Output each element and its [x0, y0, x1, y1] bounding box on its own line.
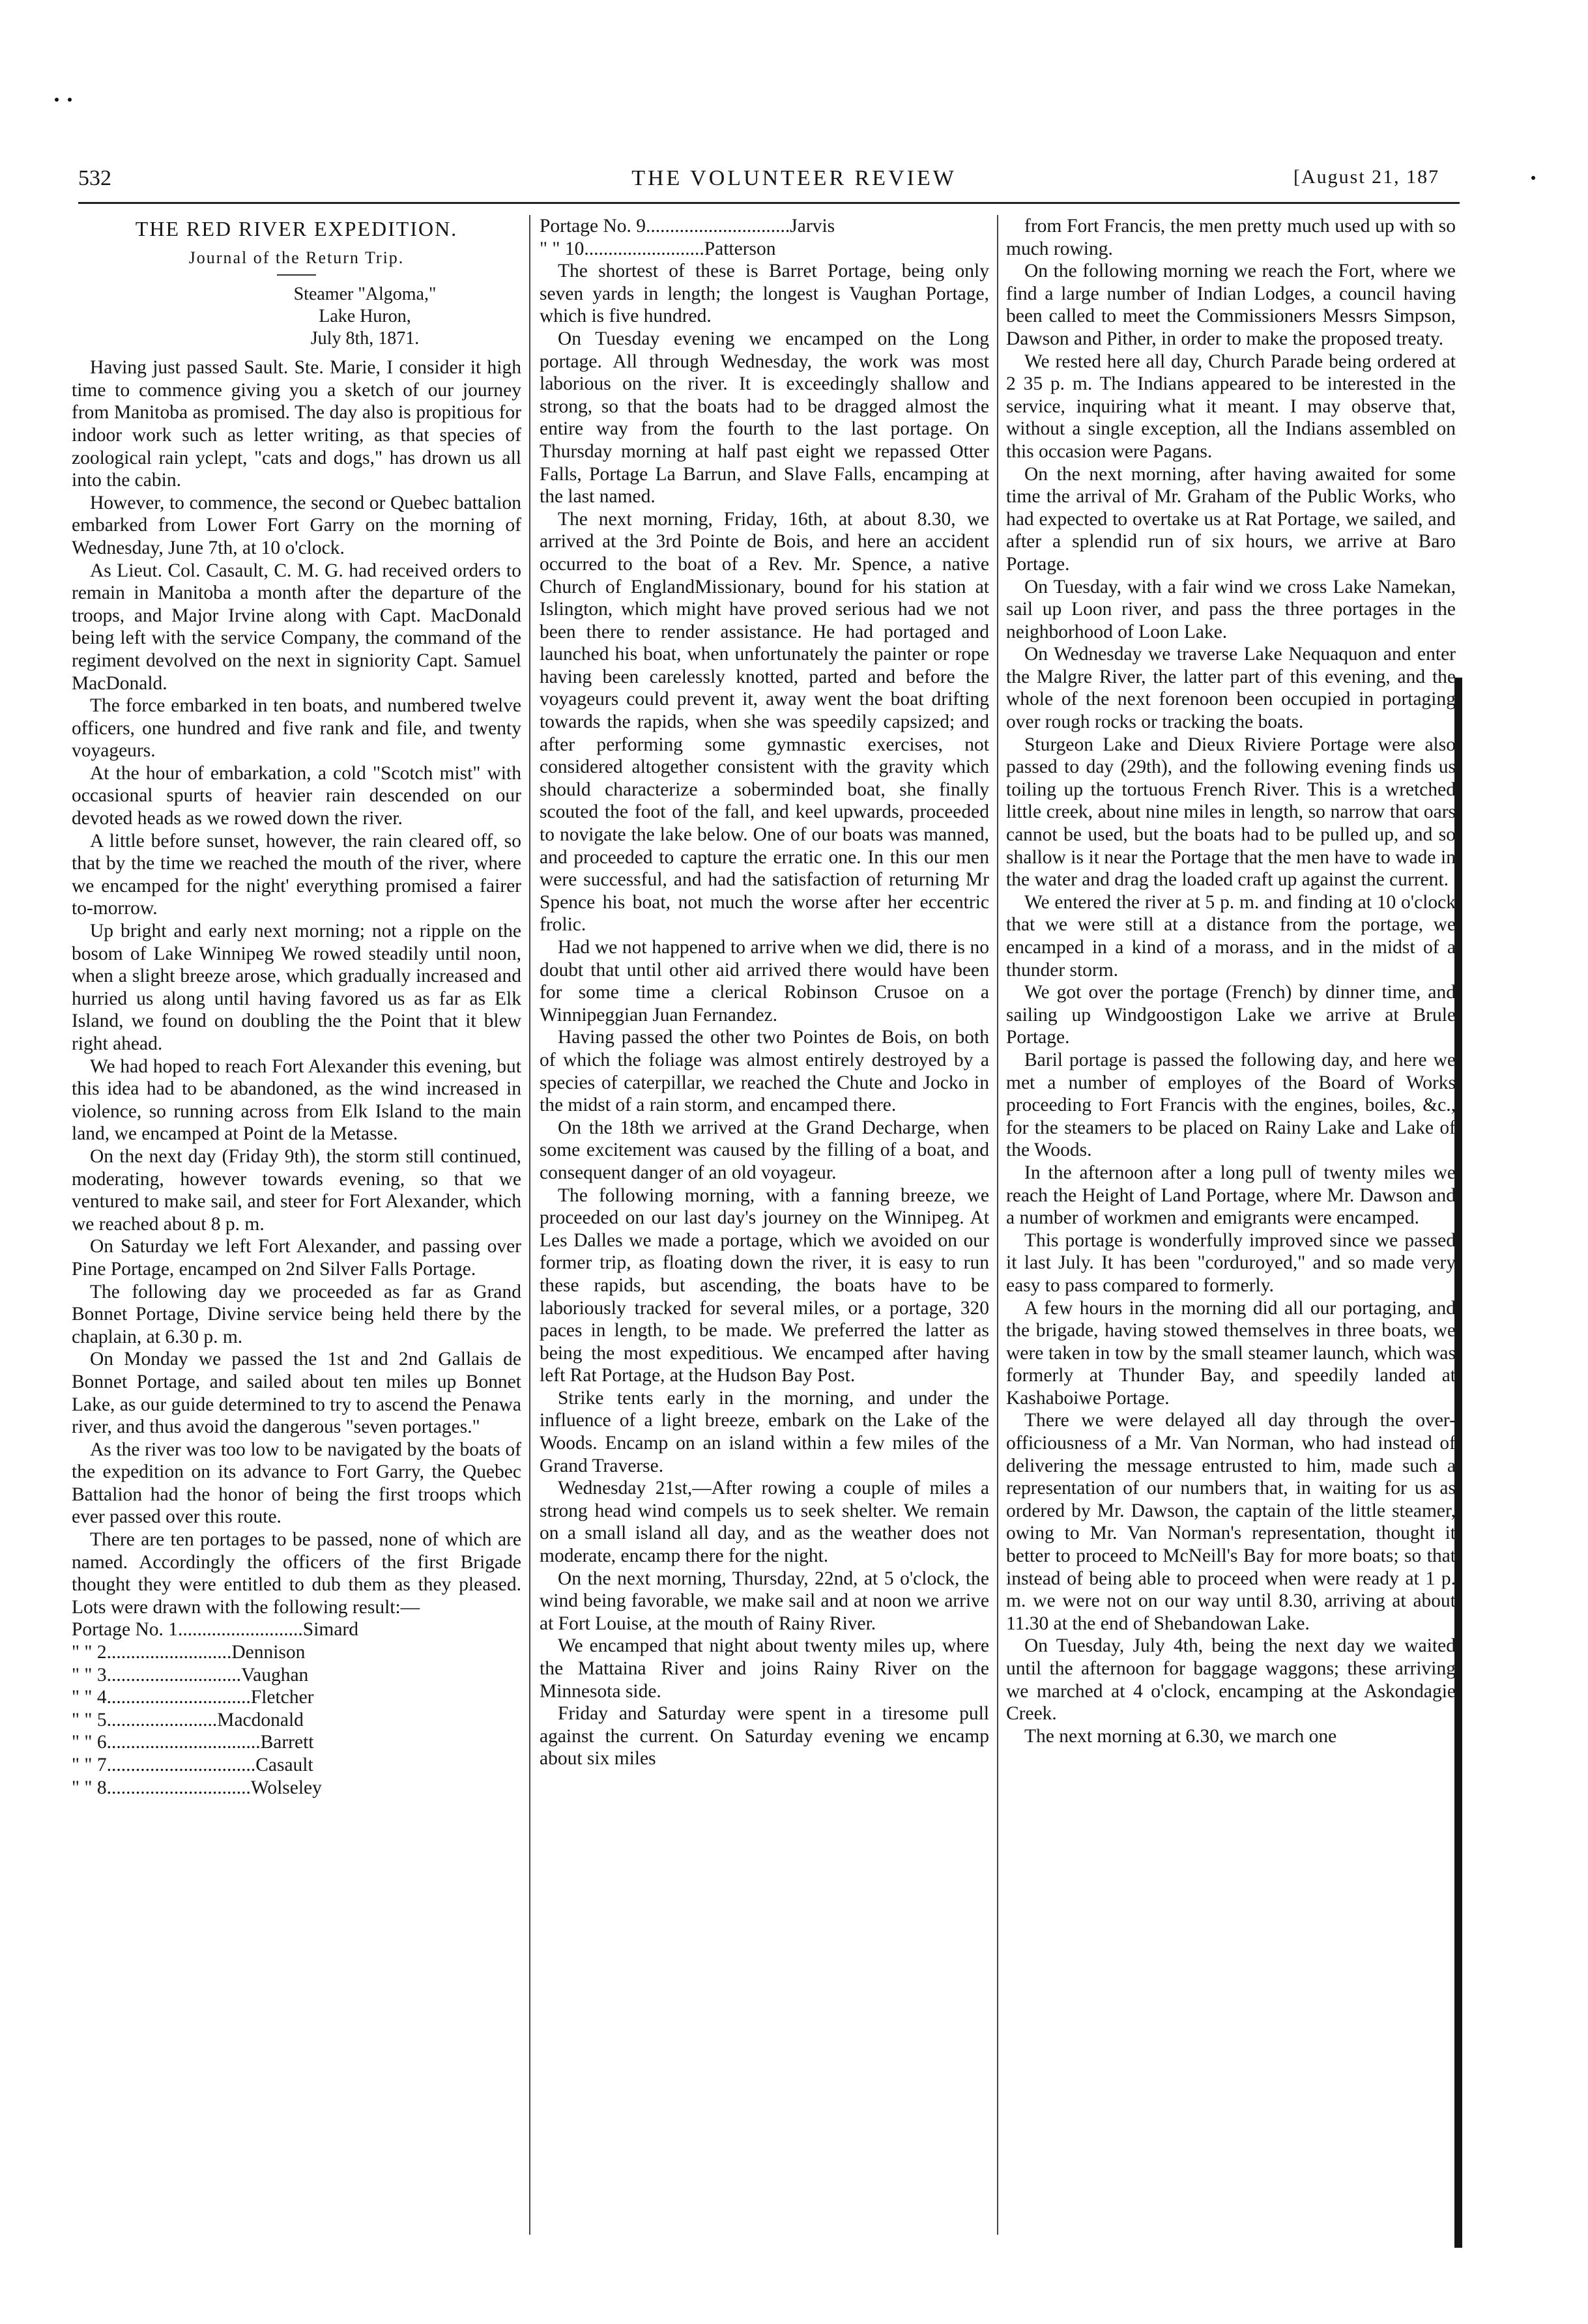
portage-lot-entry: " " 2..........................Dennison: [72, 1642, 306, 1663]
paragraph: We had hoped to reach Fort Alexander this evening, but this idea had to be abandoned, as the wind increased in violence, so running across from Elk Island to the main land, we encamped at Point de la Metasse.: [72, 1055, 521, 1145]
issue-date: [August 21, 187: [1293, 166, 1440, 188]
running-title: THE VOLUNTEER REVIEW: [631, 166, 957, 190]
header-rule: [78, 202, 1460, 204]
article-subtitle: Journal of the Return Trip.: [188, 248, 405, 267]
paragraph: The next morning at 6.30, we march one: [1024, 1725, 1337, 1747]
paragraph: Baril portage is passed the following day, and here we met a number of employes of the Board of Works proceeding to Fort Francis with the engines, boiles, &c., for the steamers to be placed on Rainy Lake and Lake of the Woods.: [1006, 1049, 1456, 1161]
portage-lot-entry: Portage No. 9..............................Jarvis: [540, 216, 835, 237]
paragraph: On Tuesday evening we encamped on the Long portage. All through Wednesday, the work was most laborious on the river. It is exceedingly shallow and strong, so that the boats had to be dragged almost the entire way from the fourth to the last portage. On Thursday morning at half past eight we repassed Otter Falls, Portage La Barrun, and Slave Falls, encamping at the last named.: [540, 328, 989, 508]
page-header: [0, 166, 1588, 205]
paragraph: Strike tents early in the morning, and under the influence of a light breeze, embark on the Lake of the Woods. Encamp on an island within a few miles of the Grand Traverse.: [540, 1387, 989, 1476]
paragraph: Friday and Saturday were spent in a tiresome pull against the current. On Saturday evening we encamp about six miles: [540, 1703, 989, 1770]
dateline-line: Steamer "Algoma,": [293, 284, 437, 305]
portage-lot-entry: " " 5.......................Macdonald: [72, 1709, 304, 1730]
paragraph: There we were delayed all day through the over-officiousness of a Mr. Van Norman, who had instead of delivering the message entrusted to him, made such a representation of our numbers that, in waiting for us as ordered by Mr. Dawson, the captain of the little steamer, owing to Mr. Van Norman's representation, thought it better to proceed to McNeill's Bay for more boats; so that instead of being able to proceed when were ready at 1 p. m. we were not on our way until 8.30, arriving at about 11.30 at the end of Shebandowan Lake.: [1006, 1410, 1456, 1634]
paragraph: Wednesday 21st,—After rowing a couple of miles a strong head wind compels us to seek shelter. We remain on a small island all day, and as the weather does not moderate, encamp there for the night.: [540, 1478, 989, 1567]
paragraph: In the afternoon after a long pull of twenty miles we reach the Height of Land Portage, where Mr. Dawson and a number of workmen and emigrants were encamped.: [1006, 1162, 1456, 1229]
paragraph: A few hours in the morning did all our portaging, and the brigade, having stowed themselves in three boats, we were taken in tow by the small steamer launch, which was formerly at Thunder Bay, and speedily landed at Kashaboiwe Portage.: [1006, 1297, 1456, 1409]
paragraph: This portage is wonderfully improved since we passed it last July. It has been "corduroyed," and so made very easy to pass compared to formerly.: [1006, 1229, 1456, 1296]
paragraph: On the next morning, after having awaited for some time the arrival of Mr. Graham of the Public Works, who had expected to overtake us at Rat Portage, we sailed, and after a splendid run of six hours, we arrive at Baro Portage.: [1006, 463, 1456, 575]
paragraph: The shortest of these is Barret Portage, being only seven yards in length; the longest is Vaughan Portage, which is five hundred.: [540, 261, 989, 327]
paragraph: Having passed the other two Pointes de Bois, on both of which the foliage was almost entirely destroyed by a species of caterpillar, we reached the Chute and Jocko in the midst of a rain storm, and encamped there.: [540, 1027, 989, 1116]
column-2: [540, 215, 989, 2287]
paragraph: The following morning, with a fanning breeze, we proceeded on our last day's journey on the Winnipeg. At Les Dalles we made a portage, which we avoided on our former trip, as floating down the river, it is easy to run these rapids, but ascending, the boats have to be laboriously tracked for several miles, or a portage, 320 paces in length, to be made. We preferred the latter as being the most expeditious. We encamped after having left Rat Portage, at the Hudson Bay Post.: [540, 1184, 989, 1386]
paragraph: On the next morning, Thursday, 22nd, at 5 o'clock, the wind being favorable, we make sail and at noon we arrive at Fort Louise, at the mouth of Rainy River.: [540, 1568, 989, 1634]
paragraph: On the next day (Friday 9th), the storm still continued, moderating, however towards evening, so that we ventured to make sail, and steer for Fort Alexander, which we reached about 8 p. m.: [72, 1145, 521, 1235]
portage-lot-entry: " " 7...............................Casault: [72, 1755, 313, 1775]
column-3: [1006, 215, 1456, 2287]
column-2-paragraphs: [540, 260, 989, 1770]
paragraph: On the following morning we reach the Fort, where we find a large number of Indian Lodges, a council having been called to meet the Commissioners Messrs Simpson, Dawson and Pither, in order to make the proposed treaty.: [1006, 261, 1456, 349]
portage-lots-list: [72, 1618, 521, 1799]
ink-speck: [68, 98, 72, 102]
paragraph: The force embarked in ten boats, and numbered twelve officers, one hundred and five rank and file, and twenty voyageurs.: [72, 695, 521, 762]
column-1-paragraphs: [72, 356, 521, 1618]
paragraph: Having just passed Sault. Ste. Marie, I consider it high time to commence giving you a sketch of our journey from Manitoba as promised. The day also is propitious for indoor work such as letter writing, as that species of zoological rain yclept, "cats and dogs," has drown us all into the cabin.: [72, 357, 521, 491]
article-title: THE RED RIVER EXPEDITION.: [135, 217, 458, 240]
paragraph: The following day we proceeded as far as Grand Bonnet Portage, Divine service being held there by the chaplain, at 6.30 p. m.: [72, 1281, 521, 1347]
paragraph: We got over the portage (French) by dinner time, and sailing up Windgoostigon Lake we arrive at Brule Portage.: [1006, 982, 1456, 1048]
portage-lots-list: [540, 215, 989, 260]
ink-speck: [55, 98, 59, 102]
paragraph: from Fort Francis, the men pretty much used up with so much rowing.: [1006, 216, 1456, 259]
paragraph: A little before sunset, however, the rain cleared off, so that by the time we reached the mouth of the river, where we encamped for the night' everything promised a fairer to-morrow.: [72, 830, 521, 919]
paragraph: Sturgeon Lake and Dieux Riviere Portage were also passed to day (29th), and the following evening finds us toiling up the tortuous French River. This is a wretched little creek, about nine miles in length, so narrow that oars cannot be used, but the boats had to be pulled up, and so shallow is it near the Portage that the men have to wade in the water and drag the loaded craft up against the current.: [1006, 734, 1456, 891]
paragraph: We entered the river at 5 p. m. and finding at 10 o'clock that we were still at a distance from the portage, we encamped in a kind of a morass, and in the midst of a thunder storm.: [1006, 891, 1456, 981]
paragraph: Had we not happened to arrive when we did, there is no doubt that until other aid arrived there would have been for some time a clerical Robinson Crusoe on a Winnipeggian Juan Fernandez.: [540, 937, 989, 1026]
paragraph: However, to commence, the second or Quebec battalion embarked from Lower Fort Garry on the morning of Wednesday, June 7th, at 10 o'clock.: [72, 492, 521, 558]
column-3-paragraphs: [1006, 215, 1456, 1747]
portage-lot-entry: " " 6................................Barrett: [72, 1732, 314, 1753]
column-divider: [529, 215, 530, 2235]
paragraph: We encamped that night about twenty miles up, where the Mattaina River and joins Rainy River on the Minnesota side.: [540, 1635, 989, 1702]
paragraph: On Tuesday, with a fair wind we cross Lake Namekan, sail up Loon river, and pass the three portages in the neighborhood of Loon Lake.: [1006, 576, 1456, 642]
paragraph: On Saturday we left Fort Alexander, and passing over Pine Portage, encamped on 2nd Silver Falls Portage.: [72, 1236, 521, 1280]
paragraph: The next morning, Friday, 16th, at about 8.30, we arrived at the 3rd Pointe de Bois, and here an accident occurred to the boat of a Rev. Mr. Spence, a native Church of EnglandMissionary, bound for his station at Islington, which might have proved serious had we not been there to render assistance. He had portaged and launched his boat, when unfortunately the painter or rope having been carelessly knotted, parted and before the voyageurs could prevent it, away went the boat drifting towards the rapids, when she was speedily capsized; and after performing some gymnastic exercises, not considered altogether consistent with the gravity which should characterize a soberminded boat, she finally scouted the foot of the fall, and keel upwards, proceeded to novigate the lake below. One of our boats was manned, and proceeded to capture the erratic one. In this our men were successful, and had the satisfaction of returning Mr Spence his boat, not much the worse after her eccentric frolic.: [540, 508, 989, 936]
title-rule: [277, 274, 316, 276]
dateline-line: July 8th, 1871.: [310, 328, 420, 349]
dateline: [267, 283, 521, 350]
portage-lot-entry: " " 10.........................Patterson: [540, 238, 776, 259]
dateline-line: Lake Huron,: [319, 306, 411, 327]
portage-lot-entry: " " 8..............................Wolseley: [72, 1777, 322, 1798]
portage-lot-entry: " " 3............................Vaughan: [72, 1664, 309, 1686]
column-divider: [997, 215, 998, 2235]
page-number: 532: [78, 166, 111, 190]
paragraph: As Lieut. Col. Casault, C. M. G. had received orders to remain in Manitoba a month after the departure of the troops, and Major Irvine along with Capt. MacDonald being left with the service Company, the command of the regiment devolved on the next in signiority Capt. Samuel MacDonald.: [72, 560, 521, 694]
paragraph: We rested here all day, Church Parade being ordered at 2 35 p. m. The Indians appeared to be interested in the service, inquiring what it meant. I may observe that, without a single exception, all the Indians assembled on this occasion were Pagans.: [1006, 351, 1456, 462]
paragraph: Up bright and early next morning; not a ripple on the bosom of Lake Winnipeg We rowed steadily until noon, when a slight breeze arose, which gradually increased and hurried us along until having favored us as far as Elk Island, we found on doubling the the Point that it blew right ahead.: [72, 921, 521, 1054]
column-1: [72, 215, 521, 2287]
portage-lot-entry: Portage No. 1..........................Simard: [72, 1619, 359, 1641]
paragraph: On Monday we passed the 1st and 2nd Gallais de Bonnet Portage, and sailed about ten miles up Bonnet Lake, as our guide determined to try to ascend the Penawa river, and thus avoid the dangerous "seven portages.": [72, 1349, 521, 1438]
paragraph: On the 18th we arrived at the Grand Decharge, when some excitement was caused by the filling of a boat, and consequent danger of an old voyageur.: [540, 1117, 989, 1183]
paragraph: At the hour of embarkation, a cold "Scotch mist" with occasional spurts of heavier rain descended on our devoted heads as we rowed down the river.: [72, 762, 521, 829]
portage-lot-entry: " " 4..............................Fletcher: [72, 1687, 314, 1708]
paragraph: There are ten portages to be passed, none of which are named. Accordingly the officers of the first Brigade thought they were entitled to dub them as they pleased. Lots were drawn with the following result:—: [72, 1529, 521, 1618]
paragraph: On Wednesday we traverse Lake Nequaquon and enter the Malgre River, the latter part of this evening, and the whole of the next forenoon been occupied in portaging over rough rocks or tracking the boats.: [1006, 644, 1456, 733]
paragraph: On Tuesday, July 4th, being the next day we waited until the afternoon for baggage waggons; these arriving we marched at 4 o'clock, encamping at the Askondagie Creek.: [1006, 1635, 1456, 1725]
paragraph: As the river was too low to be navigated by the boats of the expedition on its advance to Fort Garry, the Quebec Battalion had the honor of being the first troops which ever passed over this route.: [72, 1439, 521, 1528]
